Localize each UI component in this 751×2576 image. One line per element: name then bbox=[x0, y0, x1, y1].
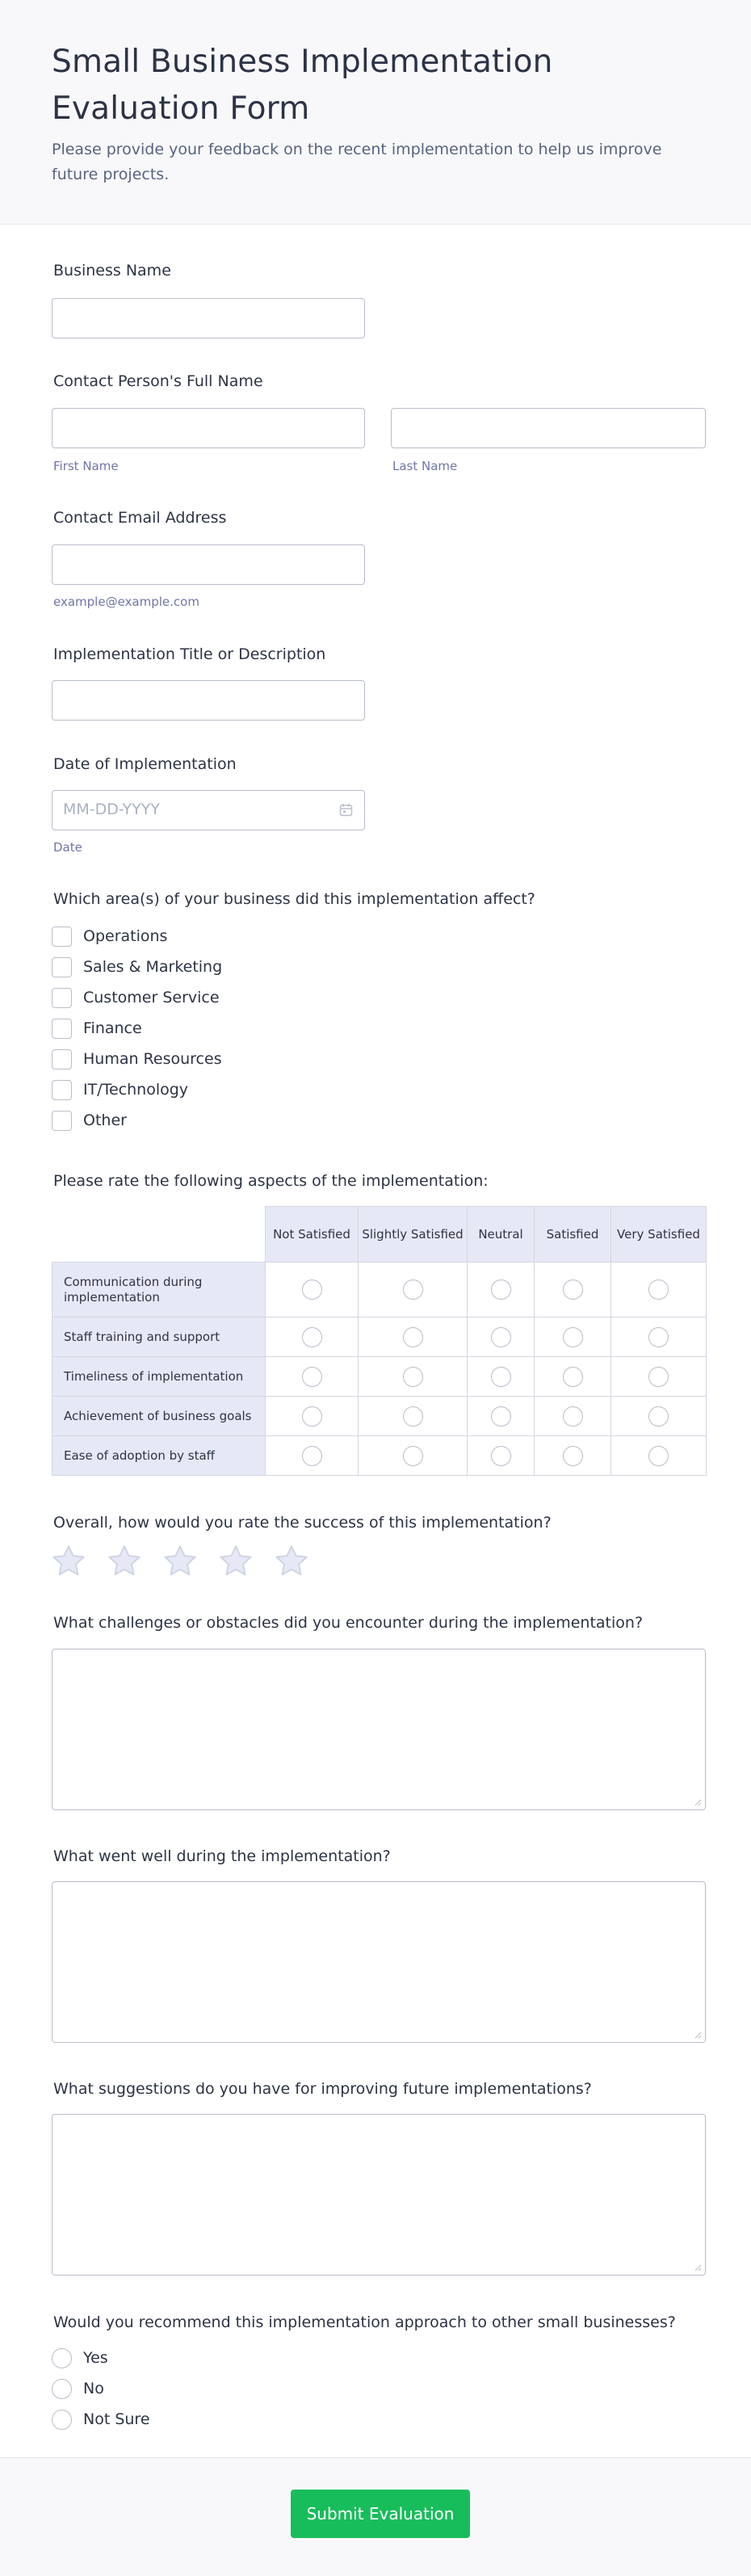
matrix-radio[interactable] bbox=[403, 1367, 423, 1387]
impl-date-label: Date of Implementation bbox=[53, 755, 237, 773]
matrix-radio[interactable] bbox=[648, 1406, 669, 1427]
last-name-sublabel: Last Name bbox=[392, 459, 458, 473]
impl-title-label: Implementation Title or Description bbox=[53, 645, 326, 663]
went-well-textarea[interactable] bbox=[52, 1881, 706, 2043]
matrix-radio[interactable] bbox=[491, 1367, 511, 1387]
checkbox-label: Sales & Marketing bbox=[83, 958, 223, 976]
contact-name-label: Contact Person's Full Name bbox=[53, 372, 263, 390]
radio-label: No bbox=[83, 2380, 104, 2397]
matrix-row-header: Communication during implementation bbox=[52, 1263, 266, 1317]
radio-circle[interactable] bbox=[52, 2379, 72, 2399]
went-well-label: What went well during the implementation? bbox=[53, 1847, 391, 1865]
checkbox-box[interactable] bbox=[52, 988, 72, 1008]
matrix-col-header: Not Satisfied bbox=[266, 1207, 359, 1263]
radio-yes[interactable] bbox=[52, 2347, 108, 2369]
checkbox-other[interactable] bbox=[52, 1109, 127, 1132]
form-title: Small Business Implementation Evaluation Form bbox=[52, 44, 553, 127]
matrix-radio[interactable] bbox=[403, 1280, 423, 1300]
suggestions-label: What suggestions do you have for improving future implementations? bbox=[53, 2080, 592, 2098]
email-sublabel: example@example.com bbox=[53, 595, 199, 609]
matrix-row-header: Timeliness of implementation bbox=[52, 1357, 266, 1397]
matrix-corner bbox=[52, 1207, 266, 1263]
matrix-col-header: Satisfied bbox=[535, 1207, 611, 1263]
business-name-label: Business Name bbox=[53, 262, 171, 279]
star-icon[interactable] bbox=[106, 1543, 143, 1580]
matrix-radio[interactable] bbox=[302, 1280, 322, 1300]
star-icon[interactable] bbox=[162, 1543, 199, 1580]
matrix-row bbox=[52, 1397, 707, 1436]
star-icon[interactable] bbox=[50, 1543, 87, 1580]
suggestions-textarea[interactable] bbox=[52, 2114, 706, 2276]
resize-grip-icon[interactable] bbox=[694, 2031, 702, 2039]
matrix-row bbox=[52, 1436, 707, 1476]
matrix-row bbox=[52, 1263, 707, 1317]
email-label: Contact Email Address bbox=[53, 509, 227, 527]
date-placeholder: MM-DD-YYYY bbox=[63, 801, 160, 818]
matrix-radio[interactable] bbox=[648, 1327, 669, 1347]
last-name-input[interactable] bbox=[391, 408, 706, 448]
challenges-textarea[interactable] bbox=[52, 1649, 706, 1810]
matrix-row-header: Ease of adoption by staff bbox=[52, 1436, 266, 1476]
checkbox-customer-service[interactable] bbox=[52, 986, 220, 1009]
matrix-radio[interactable] bbox=[563, 1446, 583, 1466]
checkbox-label: IT/Technology bbox=[83, 1081, 189, 1099]
radio-not-sure[interactable] bbox=[52, 2408, 150, 2431]
resize-grip-icon[interactable] bbox=[694, 1798, 702, 1806]
submit-button[interactable]: Submit Evaluation bbox=[291, 2490, 470, 2538]
checkbox-label: Operations bbox=[83, 927, 168, 945]
matrix-radio[interactable] bbox=[563, 1406, 583, 1427]
matrix-radio[interactable] bbox=[302, 1406, 322, 1427]
matrix-radio[interactable] bbox=[302, 1327, 322, 1347]
email-input[interactable] bbox=[52, 544, 365, 585]
matrix-radio[interactable] bbox=[563, 1367, 583, 1387]
radio-circle[interactable] bbox=[52, 2410, 72, 2430]
overall-rating-label: Overall, how would you rate the success of this implementation? bbox=[53, 1514, 552, 1532]
checkbox-box[interactable] bbox=[52, 957, 72, 977]
radio-circle[interactable] bbox=[52, 2348, 72, 2368]
first-name-sublabel: First Name bbox=[53, 459, 119, 473]
matrix-radio[interactable] bbox=[403, 1446, 423, 1466]
date-sublabel: Date bbox=[53, 840, 82, 855]
matrix-col-header: Neutral bbox=[468, 1207, 535, 1263]
checkbox-label: Customer Service bbox=[83, 989, 220, 1006]
impl-title-input[interactable] bbox=[52, 680, 365, 721]
matrix-label: Please rate the following aspects of the implementation: bbox=[53, 1172, 489, 1190]
star-icon[interactable] bbox=[217, 1543, 254, 1580]
checkbox-box[interactable] bbox=[52, 1080, 72, 1100]
checkbox-label: Other bbox=[83, 1112, 127, 1129]
matrix-radio[interactable] bbox=[403, 1406, 423, 1427]
matrix-radio[interactable] bbox=[302, 1367, 322, 1387]
matrix-radio[interactable] bbox=[648, 1367, 669, 1387]
matrix-radio[interactable] bbox=[302, 1446, 322, 1466]
radio-label: Yes bbox=[83, 2349, 108, 2367]
checkbox-label: Finance bbox=[83, 1019, 142, 1037]
recommend-label: Would you recommend this implementation approach to other small businesses? bbox=[53, 2313, 676, 2331]
checkbox-sales-marketing[interactable] bbox=[52, 956, 222, 978]
star-rating bbox=[50, 1543, 329, 1580]
rating-matrix bbox=[52, 1206, 707, 1476]
checkbox-box[interactable] bbox=[52, 1019, 72, 1039]
checkbox-box[interactable] bbox=[52, 927, 72, 947]
matrix-radio[interactable] bbox=[403, 1327, 423, 1347]
matrix-row-header: Achievement of business goals bbox=[52, 1397, 266, 1436]
checkbox-label: Human Resources bbox=[83, 1050, 222, 1068]
checkbox-human-resources[interactable] bbox=[52, 1048, 222, 1070]
matrix-radio[interactable] bbox=[563, 1327, 583, 1347]
matrix-radio[interactable] bbox=[491, 1406, 511, 1427]
checkbox-finance[interactable] bbox=[52, 1017, 142, 1040]
matrix-radio[interactable] bbox=[648, 1446, 669, 1466]
radio-no[interactable] bbox=[52, 2377, 104, 2400]
checkbox-operations[interactable] bbox=[52, 925, 167, 948]
business-name-input[interactable] bbox=[52, 298, 365, 338]
areas-label: Which area(s) of your business did this implementation affect? bbox=[53, 890, 535, 908]
matrix-row bbox=[52, 1357, 707, 1397]
calendar-icon[interactable] bbox=[339, 803, 353, 817]
form-description: Please provide your feedback on the recent implementation to help us improve future projects. bbox=[52, 141, 662, 183]
matrix-radio[interactable] bbox=[491, 1280, 511, 1300]
challenges-label: What challenges or obstacles did you encounter during the implementation? bbox=[53, 1614, 644, 1632]
checkbox-box[interactable] bbox=[52, 1111, 72, 1131]
impl-date-input[interactable] bbox=[52, 790, 365, 830]
matrix-radio[interactable] bbox=[491, 1327, 511, 1347]
checkbox-box[interactable] bbox=[52, 1049, 72, 1069]
radio-label: Not Sure bbox=[83, 2410, 150, 2428]
matrix-radio[interactable] bbox=[648, 1280, 669, 1300]
matrix-col-header: Very Satisfied bbox=[611, 1207, 707, 1263]
matrix-radio[interactable] bbox=[563, 1280, 583, 1300]
star-icon[interactable] bbox=[273, 1543, 310, 1580]
checkbox-it-technology[interactable] bbox=[52, 1078, 188, 1101]
matrix-col-header: Slightly Satisfied bbox=[359, 1207, 468, 1263]
form-header bbox=[0, 0, 751, 225]
first-name-input[interactable] bbox=[52, 408, 365, 448]
resize-grip-icon[interactable] bbox=[694, 2263, 702, 2271]
matrix-radio[interactable] bbox=[491, 1446, 511, 1466]
matrix-row-header: Staff training and support bbox=[52, 1317, 266, 1357]
matrix-row bbox=[52, 1317, 707, 1357]
